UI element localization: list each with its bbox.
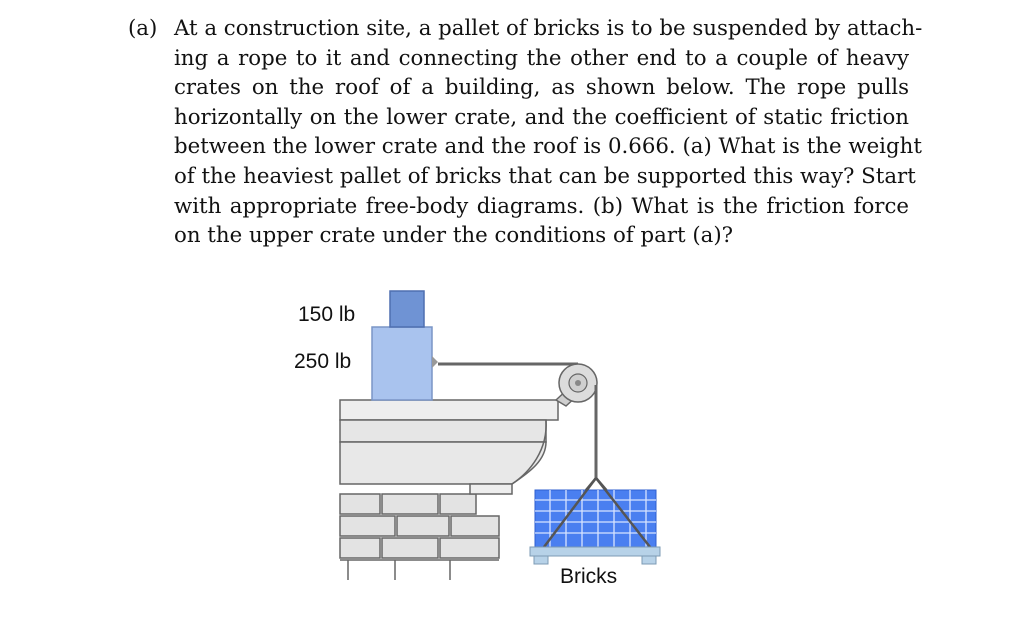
problem-line: horizontally on the lower crate, and the coefficient of static friction: [174, 104, 909, 130]
upper-crate: [390, 291, 424, 327]
problem-line: At a construction site, a pallet of bricks is to be suspended by attach-: [174, 16, 923, 41]
problem-line: of the heaviest pallet of bricks that can be supported this way? Start: [174, 164, 916, 189]
lower-crate-label: 250 lb: [294, 350, 352, 373]
rope-hook: [432, 356, 438, 368]
problem-line: ing a rope to it and connecting the other end to a couple of heavy: [174, 45, 909, 71]
brick-stack: [535, 478, 656, 547]
bricks-label: Bricks: [560, 565, 618, 588]
problem-line: with appropriate free-body diagrams. (b) What is the friction force: [174, 193, 909, 219]
pulley-axle: [575, 380, 581, 386]
building-roof: [340, 400, 558, 494]
brick-wall: [340, 494, 499, 580]
lower-crate: [372, 327, 432, 400]
problem-label: (a): [128, 16, 158, 41]
problem-line: between the lower crate and the roof is 0.666. (a) What is the weight: [174, 134, 922, 160]
problem-line: crates on the roof of a building, as shown below. The rope pulls: [174, 75, 909, 101]
upper-crate-label: 150 lb: [298, 303, 356, 326]
problem-line: on the upper crate under the conditions of part (a)?: [174, 223, 734, 249]
pallet: [530, 547, 660, 564]
